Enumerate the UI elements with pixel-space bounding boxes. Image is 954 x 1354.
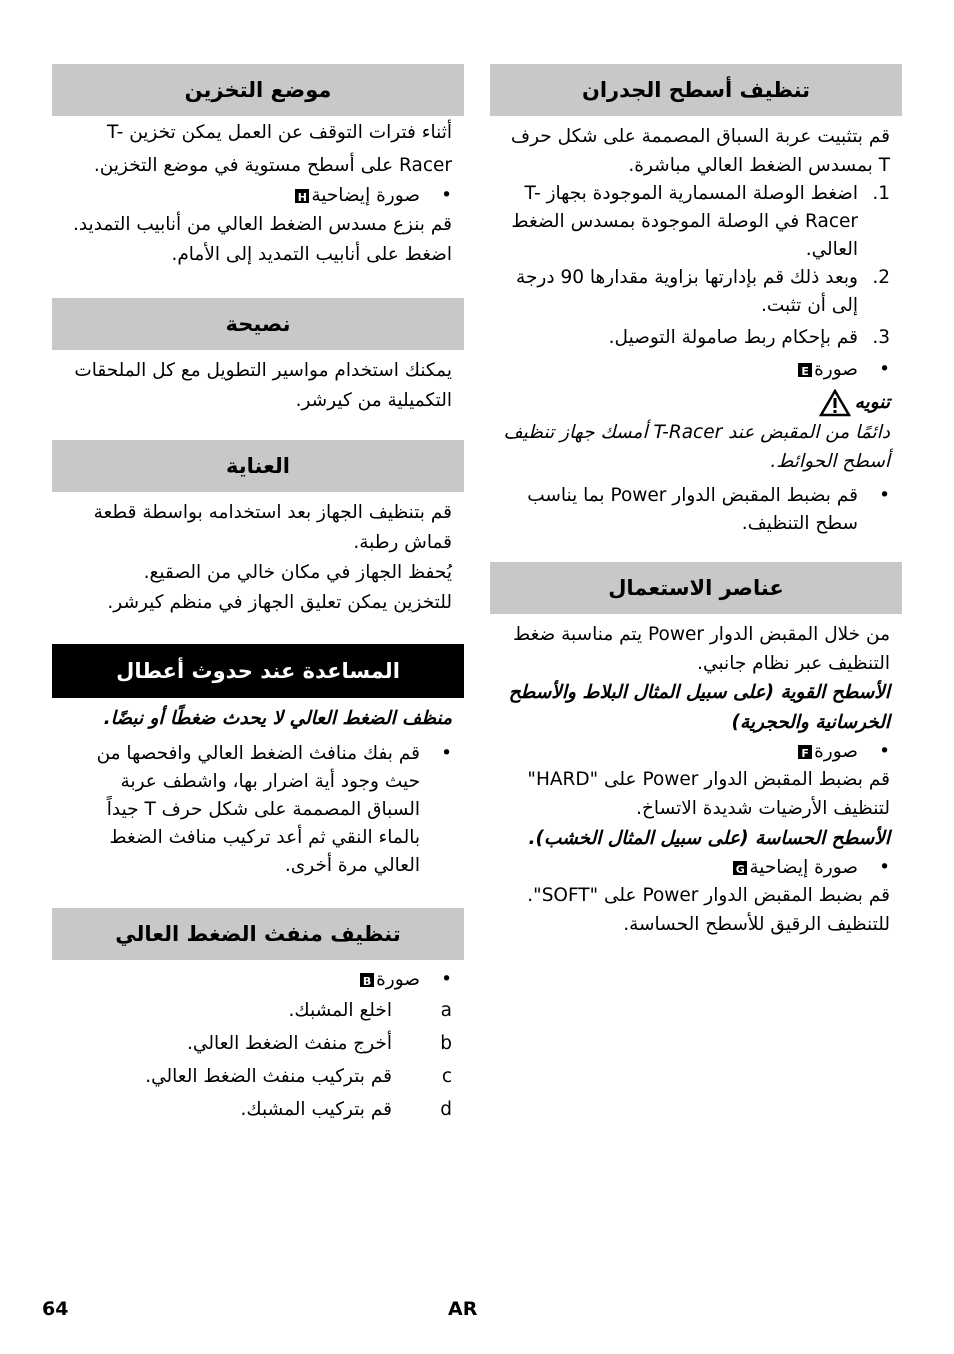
bullet-icon: •	[441, 185, 452, 206]
figure-letter-icon: F	[798, 745, 812, 759]
section-heading-nozzle-cleaning: تنظيف منفث الضغط العالي	[52, 908, 464, 960]
language-code: AR	[448, 1298, 478, 1320]
step-text: اخلع المشبك.	[288, 1000, 392, 1021]
section-heading-care: العناية	[52, 440, 464, 492]
storage-intro: أثناء فترات التوقف عن العمل يمكن تخزين T-Racer على أسطح مستوية في موضع التخزين.	[93, 122, 452, 176]
figure-label: صورة	[814, 741, 858, 762]
soft-text-2: للتنظيف الرقيق للأسطح الحساسة.	[623, 914, 890, 935]
step-text: قم بتركيب المشبك.	[240, 1099, 392, 1120]
soft-figure-ref	[490, 854, 902, 882]
figure-label: صورة إيضاحية	[749, 857, 858, 878]
figure-label: صورة	[814, 359, 858, 380]
hard-figure-ref	[490, 738, 902, 766]
hard-text-2: لتنظيف الأرضيات شديدة الاتساخ.	[636, 798, 890, 819]
step-text: قم بتركيب منفث الضغط العالي.	[145, 1066, 392, 1087]
nozzle-step-a	[52, 994, 464, 1027]
bullet-icon: •	[879, 857, 890, 878]
step-letter: b	[440, 1033, 452, 1054]
nozzle-step-b	[52, 1027, 464, 1060]
section-heading-wall-cleaning: تنظيف أسطح الجدران	[490, 64, 902, 116]
section-heading-tip: نصيحة	[52, 298, 464, 350]
right-column	[490, 64, 902, 940]
hard-surfaces-title: الأسطح القوية (على سبيل المثال البلاط والأسطح الخرسانية والحجرية)	[508, 682, 890, 733]
tip-text: يمكنك استخدام مواسير التطويل مع كل الملحقات التكميلية من كيرشر.	[74, 360, 452, 411]
bullet-icon: •	[879, 485, 890, 506]
nozzle-step-c	[52, 1060, 464, 1093]
nozzle-step-d	[52, 1093, 464, 1126]
wall-step-3	[490, 324, 902, 352]
section-heading-troubleshooting: المساعدة عند حدوث أعطال	[52, 644, 464, 698]
section-heading-controls: عناصر الاستعمال	[490, 562, 902, 614]
soft-surfaces-title: الأسطح الحساسة (على سبيل المثال الخشب).	[528, 828, 890, 849]
wall-bullet	[490, 482, 902, 538]
step-letter: d	[440, 1099, 452, 1120]
step-text: وبعد ذلك قم بإدارتها بزاوية مقدارها 90 درجة إلى أن تثبت.	[516, 267, 858, 316]
figure-letter-icon: G	[733, 861, 747, 875]
troubleshooting-subtitle: منظف الضغط العالي لا يحدث ضغطًا أو نبضًا.	[103, 708, 452, 729]
storage-figure-ref	[52, 182, 464, 210]
bullet-icon: •	[441, 743, 452, 764]
warning-heading	[490, 388, 902, 418]
storage-text-1: قم بنزع مسدس الضغط العالي من أنابيب التمديد.	[72, 214, 452, 235]
step-number: 2.	[872, 267, 890, 288]
left-column	[52, 64, 464, 1126]
step-letter: c	[441, 1066, 452, 1087]
step-text: اضغط الوصلة المسمارية الموجودة بجهاز T-Racer في الوصلة الموجودة بمسدس الضغط العالي.	[511, 183, 858, 260]
care-text-2: يُحفظ الجهاز في مكان خالي من الصقيع.	[143, 562, 452, 583]
section-heading-storage: موضع التخزين	[52, 64, 464, 116]
figure-letter-icon: B	[360, 973, 374, 987]
warning-text: دائمًا من المقبض عند T-Racer أمسك جهاز تنظيف أسطح الحوائط.	[503, 422, 890, 472]
troubleshooting-bullet	[52, 740, 464, 880]
care-text-3: للتخزين يمكن تعليق الجهاز في منظم كيرشر.	[107, 592, 452, 613]
step-number: 3.	[872, 327, 890, 348]
step-text: أخرج منفث الضغط العالي.	[187, 1033, 392, 1054]
bullet-text: قم بفك منافث الضغط العالي وافحصها من حيث وجود أية اضرار بها، واشطف عربة السباق المصممة على شكل حرف T جيداً بالماء النقي ثم أعد تركيب منافث الضغط العالي مرة أخرى.	[96, 743, 420, 876]
bullet-icon: •	[879, 741, 890, 762]
step-text: قم بإحكام ربط صامولة التوصيل.	[608, 327, 858, 348]
storage-text-2: اضغط على أنابيب التمديد إلى الأمام.	[171, 244, 452, 265]
care-text-1: قم بتنظيف الجهاز بعد استخدامه بواسطة قطعة قماش رطبة.	[93, 502, 452, 553]
figure-letter-icon: E	[798, 363, 812, 377]
bullet-icon: •	[879, 359, 890, 380]
hard-text-1: قم بضبط المقبض الدوار Power على "HARD"	[527, 769, 890, 790]
warning-triangle-icon	[819, 389, 851, 417]
warning-title: تنويه	[854, 392, 890, 413]
bullet-icon: •	[441, 969, 452, 990]
wall-intro: قم بتثبيت عربة السباق المصممة على شكل حرف T بمسدس الضغط العالي مباشرة.	[510, 126, 890, 176]
wall-figure-ref	[490, 356, 902, 384]
step-letter: a	[440, 1000, 452, 1021]
page-number: 64	[42, 1298, 69, 1320]
figure-letter-icon: H	[295, 189, 309, 203]
wall-step-2	[490, 264, 902, 320]
bullet-text: قم بضبط المقبض الدوار Power بما يناسب سطح التنظيف.	[527, 485, 858, 534]
nozzle-figure-ref	[52, 966, 464, 994]
controls-intro: من خلال المقبض الدوار Power يتم مناسبة ضغط التنظيف عبر نظام جانبي.	[513, 624, 890, 674]
step-number: 1.	[872, 183, 890, 204]
figure-label: صورة إيضاحية	[311, 185, 420, 206]
wall-step-1	[490, 180, 902, 264]
soft-text-1: قم بضبط المقبض الدوار Power على "SOFT".	[527, 885, 890, 906]
figure-label: صورة	[376, 969, 420, 990]
